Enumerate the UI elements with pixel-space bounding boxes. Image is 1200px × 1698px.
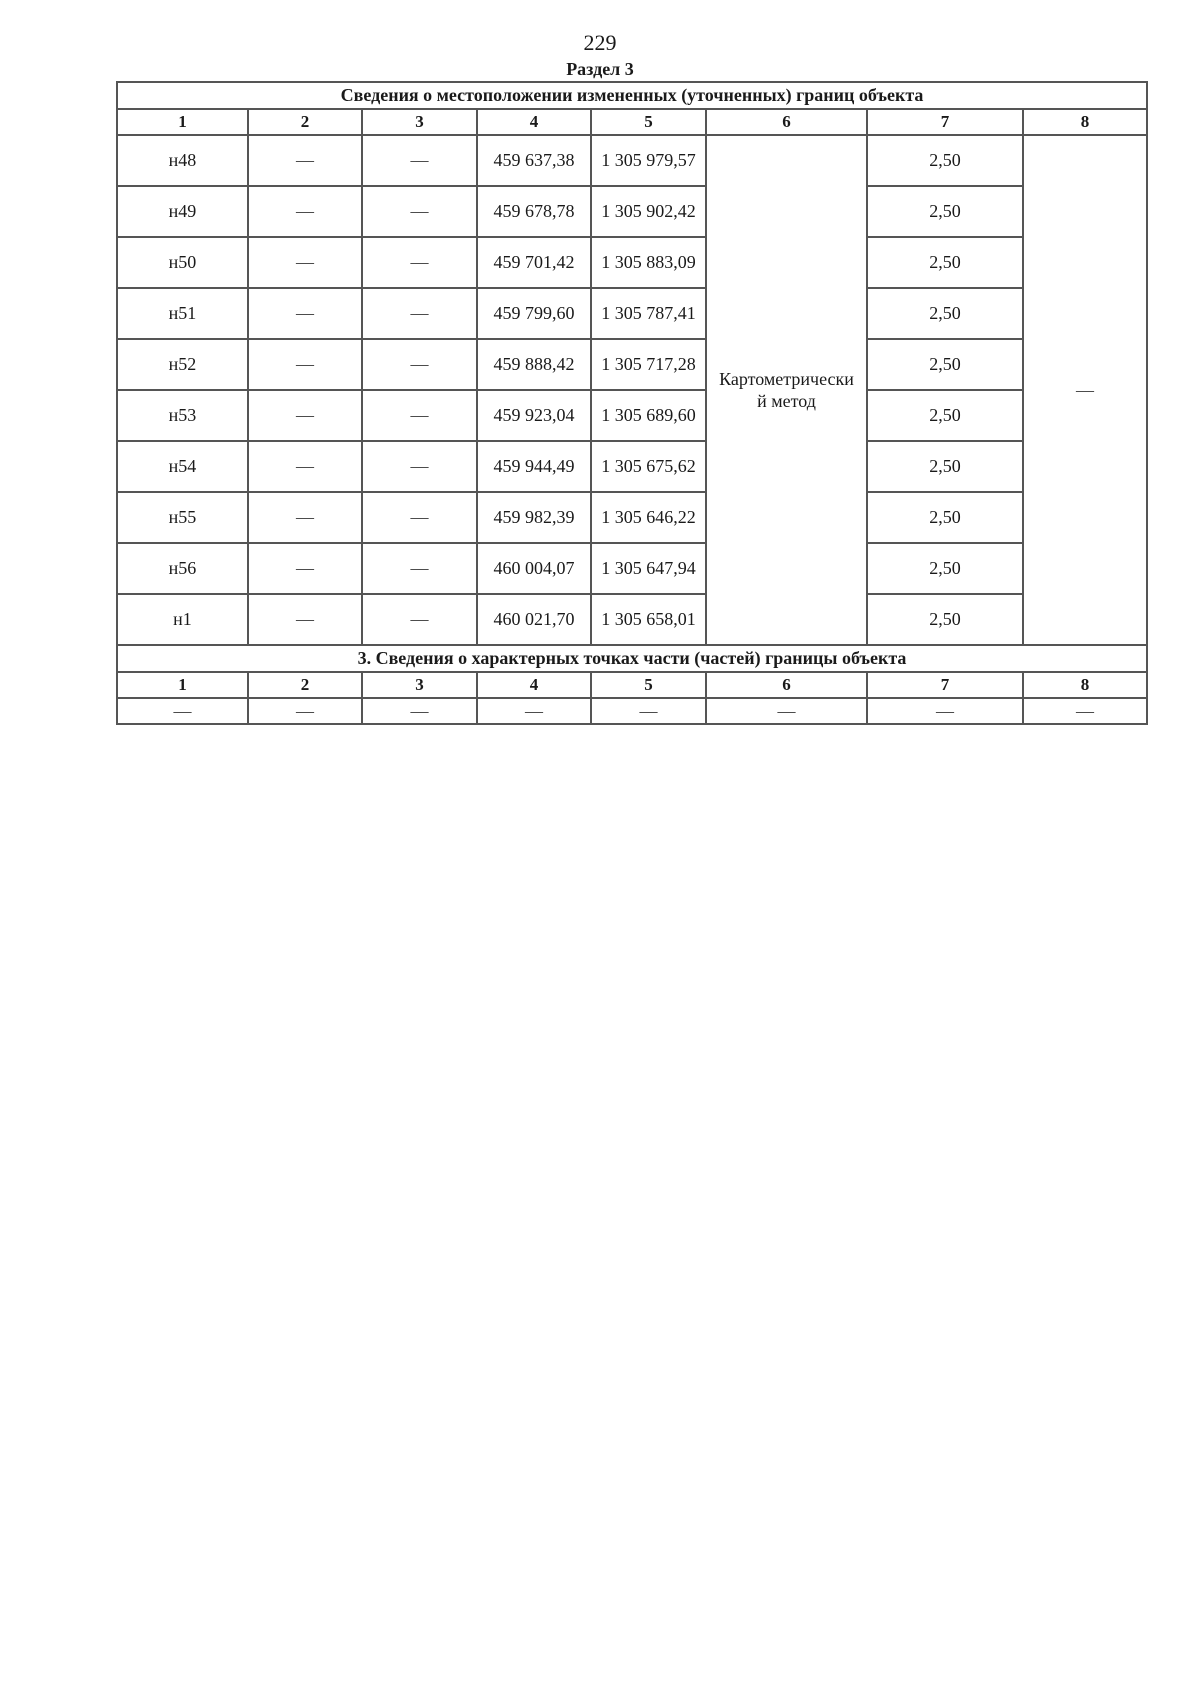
column-number: 4 [477,109,591,135]
part-cell: — [591,698,706,724]
column-2-cell: — [248,288,362,339]
part-row [117,698,1147,724]
part-cell: — [1023,698,1147,724]
accuracy-cell: 2,50 [867,339,1023,390]
part-cell: — [477,698,591,724]
column-number: 7 [867,109,1023,135]
column-number: 1 [117,672,248,698]
x-coordinate-cell: 459 637,38 [477,135,591,186]
column-3-cell: — [362,186,477,237]
point-cell: н49 [117,186,248,237]
method-line-1: Картометрически [719,369,854,389]
table-row [117,492,1147,543]
column-number: 5 [591,672,706,698]
accuracy-cell: 2,50 [867,135,1023,186]
column-3-cell: — [362,135,477,186]
table-row [117,390,1147,441]
column-3-cell: — [362,339,477,390]
table-caption-row [117,82,1147,109]
column-number: 6 [706,109,867,135]
table-row [117,543,1147,594]
point-cell: н54 [117,441,248,492]
point-cell: н53 [117,390,248,441]
column-number: 2 [248,109,362,135]
table-row [117,594,1147,645]
accuracy-cell: 2,50 [867,594,1023,645]
part-cell: — [248,698,362,724]
y-coordinate-cell: 1 305 787,41 [591,288,706,339]
column-3-cell: — [362,594,477,645]
x-coordinate-cell: 459 678,78 [477,186,591,237]
y-coordinate-cell: 1 305 717,28 [591,339,706,390]
point-cell: н51 [117,288,248,339]
part-cell: — [867,698,1023,724]
column-2-cell: — [248,339,362,390]
column-number: 3 [362,109,477,135]
y-coordinate-cell: 1 305 658,01 [591,594,706,645]
column-number: 6 [706,672,867,698]
x-coordinate-cell: 460 021,70 [477,594,591,645]
part-cell: — [362,698,477,724]
y-coordinate-cell: 1 305 689,60 [591,390,706,441]
x-coordinate-cell: 459 888,42 [477,339,591,390]
accuracy-cell: 2,50 [867,186,1023,237]
column-3-cell: — [362,237,477,288]
table-row [117,441,1147,492]
column-number: 2 [248,672,362,698]
part-cell: — [117,698,248,724]
point-cell: н1 [117,594,248,645]
column-2-cell: — [248,186,362,237]
x-coordinate-cell: 459 701,42 [477,237,591,288]
column-2-cell: — [248,390,362,441]
part-cell: — [706,698,867,724]
accuracy-cell: 2,50 [867,492,1023,543]
x-coordinate-cell: 459 982,39 [477,492,591,543]
part-column-number-row [117,672,1147,698]
column-number: 8 [1023,672,1147,698]
y-coordinate-cell: 1 305 883,09 [591,237,706,288]
column-2-cell: — [248,594,362,645]
table-body [117,82,1147,724]
column-8-cell: — [1023,135,1147,645]
point-cell: н55 [117,492,248,543]
page-number: 229 [583,30,617,55]
column-3-cell: — [362,390,477,441]
y-coordinate-cell: 1 305 902,42 [591,186,706,237]
accuracy-cell: 2,50 [867,237,1023,288]
table-row [117,339,1147,390]
part-caption: 3. Сведения о характерных точках части (частей) границы объекта [117,645,1147,672]
column-number: 7 [867,672,1023,698]
column-3-cell: — [362,543,477,594]
point-cell: н52 [117,339,248,390]
y-coordinate-cell: 1 305 647,94 [591,543,706,594]
table-caption: Сведения о местоположении измененных (уточненных) границ объекта [117,82,1147,109]
method-line-2: й метод [757,391,816,411]
x-coordinate-cell: 459 923,04 [477,390,591,441]
column-2-cell: — [248,492,362,543]
column-number: 5 [591,109,706,135]
point-cell: н50 [117,237,248,288]
x-coordinate-cell: 460 004,07 [477,543,591,594]
y-coordinate-cell: 1 305 979,57 [591,135,706,186]
part-caption-row [117,645,1147,672]
point-cell: н56 [117,543,248,594]
column-3-cell: — [362,288,477,339]
table-row [117,186,1147,237]
accuracy-cell: 2,50 [867,390,1023,441]
column-2-cell: — [248,543,362,594]
table-row [117,237,1147,288]
column-2-cell: — [248,237,362,288]
table-row [117,135,1147,186]
column-number: 3 [362,672,477,698]
column-2-cell: — [248,135,362,186]
column-3-cell: — [362,492,477,543]
accuracy-cell: 2,50 [867,543,1023,594]
x-coordinate-cell: 459 799,60 [477,288,591,339]
accuracy-cell: 2,50 [867,288,1023,339]
column-3-cell: — [362,441,477,492]
section-title: Раздел 3 [566,59,634,79]
table-row [117,288,1147,339]
y-coordinate-cell: 1 305 675,62 [591,441,706,492]
column-number: 1 [117,109,248,135]
column-number: 4 [477,672,591,698]
column-2-cell: — [248,441,362,492]
column-number: 8 [1023,109,1147,135]
column-number-row [117,109,1147,135]
x-coordinate-cell: 459 944,49 [477,441,591,492]
accuracy-cell: 2,50 [867,441,1023,492]
method-cell [706,135,867,645]
point-cell: н48 [117,135,248,186]
y-coordinate-cell: 1 305 646,22 [591,492,706,543]
boundary-table [116,81,1148,725]
